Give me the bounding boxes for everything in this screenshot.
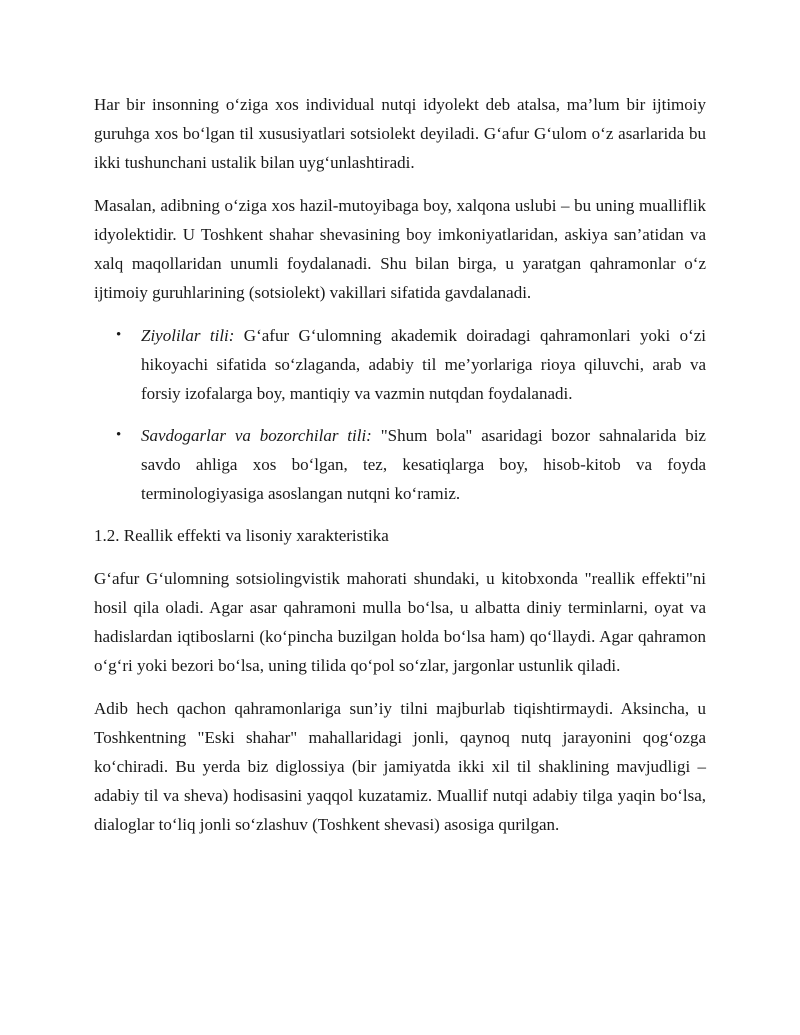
section-heading: 1.2. Reallik effekti va lisoniy xarakteristika: [94, 526, 389, 545]
sociolect-list: [94, 321, 706, 508]
paragraph-idiolect-intro: Har bir insonning o‘ziga xos individual nutqi idyolekt deb atalsa, ma’lum bir ijtimoiy guruhga xos bo‘lgan til xususiyatlari sotsiolekt deyiladi. G‘afur G‘ulom o‘z asarlarida bu ikki tushunchani ustalik bilan uyg‘unlashtiradi.: [94, 95, 706, 172]
paragraph-author-idiolect: Masalan, adibning o‘ziga xos hazil-mutoyibaga boy, xalqona uslubi – bu uning mualliflik idyolektidir. U Toshkent shahar shevasining boy imkoniyatlaridan, askiya san’atidan va xalq maqollaridan unumli foydalanadi. Shu bilan birga, u yaratgan qahramonlar o‘z ijtimoiy guruhlarining (sotsiolekt) vakillari sifatida gavdalanadi.: [94, 196, 706, 302]
list-item-term: Ziyolilar tili:: [141, 326, 235, 345]
document-page: [94, 90, 706, 853]
list-item-text: "Shum bola" asaridagi bozor sahnalarida biz savdo ahliga xos bo‘lgan, tez, kesatiqlarga boy, hisob-kitob va foyda terminologiyasiga asoslangan nutqni ko‘ramiz.: [141, 426, 706, 503]
paragraph-reality-effect: G‘afur G‘ulomning sotsiolingvistik mahorati shundaki, u kitobxonda "reallik effekti"ni hosil qila oladi. Agar asar qahramoni mulla bo‘lsa, u albatta diniy terminlarni, oyat va hadislardan iqtiboslarni (ko‘pincha buzilgan holda bo‘lsa ham) qo‘llaydi. Agar qahramon o‘g‘ri yoki bezori bo‘lsa, uning tilida qo‘pol so‘zlar, jargonlar ustunlik qiladi.: [94, 569, 706, 675]
bullet-icon: •: [116, 427, 122, 443]
list-item-term: Savdogarlar va bozorchilar tili:: [141, 426, 372, 445]
list-item-text: G‘afur G‘ulomning akademik doiradagi qahramonlari yoki o‘zi hikoyachi sifatida so‘zlaganda, adabiy til me’yorlariga rioya qiluvchi, arab va forsiy izofalarga boy, mantiqiy va vazmin nutqdan foydalanadi.: [141, 326, 706, 403]
bullet-icon: •: [116, 327, 122, 343]
list-item-intellectuals: [94, 321, 706, 408]
list-item-merchants: [94, 421, 706, 508]
paragraph-diglossia: Adib hech qachon qahramonlariga sun’iy tilni majburlab tiqishtirmaydi. Aksincha, u Toshkentning "Eski shahar" mahallaridagi jonli, qaynoq nutq jarayonini qog‘ozga ko‘chiradi. Bu yerda biz diglossiya (bir jamiyatda ikki xil til shaklining mavjudligi – adabiy til va sheva) hodisasini yaqqol kuzatamiz. Muallif nutqi adabiy tilga yaqin bo‘lsa, dialoglar to‘liq jonli so‘zlashuv (Toshkent shevasi) asosiga qurilgan.: [94, 699, 706, 834]
